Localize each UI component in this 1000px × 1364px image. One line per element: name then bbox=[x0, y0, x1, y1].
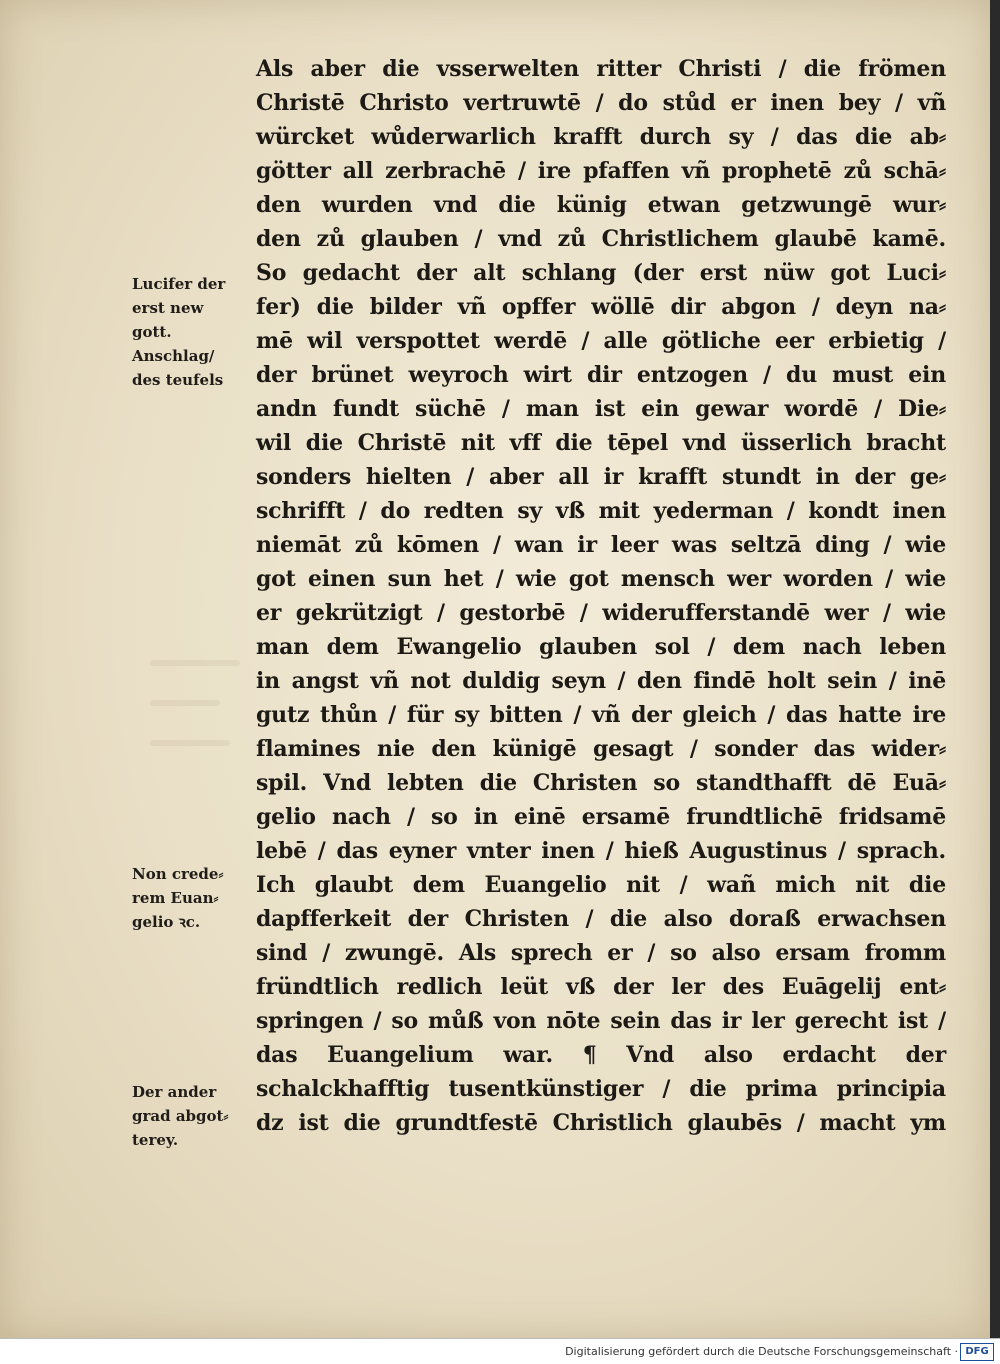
margin-note-non-crederem bbox=[132, 862, 223, 934]
margin-note-line: des teufels bbox=[132, 371, 224, 389]
text-line: dz ist die grundtfestē Christlich glaubēs / macht ym bbox=[256, 1110, 946, 1136]
text-line: fer) die bilder vñ opffer wöllē dir abgon / deyn na⸗ bbox=[256, 294, 946, 320]
text-line: er gekrützigt / gestorbē / widerufferstandē wer / wie bbox=[256, 600, 946, 626]
text-line: gutz thůn / für sy bitten / vñ der gleich / das hatte ire bbox=[256, 702, 946, 728]
text-line: sind / zwungē. Als sprech er / so also ersam fromm bbox=[256, 940, 946, 966]
text-line: den zů glauben / vnd zů Christlichem glaubē kamē. bbox=[256, 226, 946, 252]
text-line: Als aber die vsserwelten ritter Christi / die frömen bbox=[256, 56, 946, 82]
text-line: wil die Christē nit vff die tēpel vnd üsserlich bracht bbox=[256, 430, 946, 456]
margin-note-line: Non crede⸗ bbox=[132, 865, 224, 883]
text-line: würcket wůderwarlich krafft durch sy / das die ab⸗ bbox=[256, 124, 946, 150]
text-line: Christē Christo vertruwtē / do stůd er inen bey / vñ bbox=[256, 90, 946, 116]
text-line: Ich glaubt dem Euangelio nit / wañ mich nit die bbox=[256, 872, 946, 898]
funding-credit: Digitalisierung gefördert durch die Deutsche Forschungsgemeinschaft · bbox=[565, 1345, 958, 1358]
text-line: der brünet weyroch wirt dir entzogen / du must ein bbox=[256, 362, 946, 388]
dfg-logo-icon: DFG bbox=[960, 1343, 994, 1361]
text-line: gelio nach / so in einē ersamē frundtlichē fridsamē bbox=[256, 804, 946, 830]
text-line: den wurden vnd die künig etwan getzwungē wur⸗ bbox=[256, 192, 946, 218]
margin-note-line: gott. bbox=[132, 323, 172, 341]
margin-note-line: rem Euan⸗ bbox=[132, 889, 219, 907]
text-line: dapfferkeit der Christen / die also doraß erwachsen bbox=[256, 906, 946, 932]
margin-note-line: gelio ꝛc. bbox=[132, 913, 201, 931]
text-line: götter all zerbrachē / ire pfaffen vñ prophetē zů schā⸗ bbox=[256, 158, 946, 184]
margin-note-line: Anschlag/ bbox=[132, 347, 215, 365]
text-line: das Euangelium war. ¶ Vnd also erdacht der bbox=[256, 1042, 946, 1068]
scan-border bbox=[990, 0, 1000, 1338]
margin-note-line: Der ander bbox=[132, 1083, 217, 1101]
margin-note-line: grad abgot⸗ bbox=[132, 1107, 229, 1125]
text-line: fründtlich redlich leüt vß der ler des Euāgelij ent⸗ bbox=[256, 974, 946, 1000]
text-line: schalckhafftig tusentkünstiger / die prima principia bbox=[256, 1076, 946, 1102]
margin-note-line: terey. bbox=[132, 1131, 179, 1149]
bleed-through-mark bbox=[150, 700, 220, 706]
text-line: man dem Ewangelio glauben sol / dem nach leben bbox=[256, 634, 946, 660]
text-line: lebē / das eyner vnter inen / hieß Augustinus / sprach. bbox=[256, 838, 946, 864]
margin-note-lucifer bbox=[132, 272, 225, 392]
text-line: springen / so můß von nōte sein das ir ler gerecht ist / bbox=[256, 1008, 946, 1034]
text-line: mē wil verspottet werdē / alle götliche eer erbietig / bbox=[256, 328, 946, 354]
text-line: spil. Vnd lebten die Christen so standthafft dē Euā⸗ bbox=[256, 770, 946, 796]
text-line: flamines nie den künigē gesagt / sonder das wider⸗ bbox=[256, 736, 946, 762]
text-line: sonders hielten / aber all ir krafft stundt in der ge⸗ bbox=[256, 464, 946, 490]
text-line: andn fundt süchē / man ist ein gewar wordē / Die⸗ bbox=[256, 396, 946, 422]
text-line: So gedacht der alt schlang (der erst nüw got Luci⸗ bbox=[256, 260, 946, 286]
text-line: got einen sun het / wie got mensch wer worden / wie bbox=[256, 566, 946, 592]
bleed-through-mark bbox=[150, 740, 230, 746]
main-text-block bbox=[256, 52, 946, 1140]
bleed-through-mark bbox=[150, 660, 240, 666]
margin-note-line: erst new bbox=[132, 299, 204, 317]
margin-note-line: Lucifer der bbox=[132, 275, 226, 293]
text-line: schrifft / do redten sy vß mit yederman / kondt inen bbox=[256, 498, 946, 524]
margin-note-der-ander-grad bbox=[132, 1080, 228, 1152]
text-line: niemāt zů kōmen / wan ir leer was seltzā ding / wie bbox=[256, 532, 946, 558]
text-line: in angst vñ not duldig seyn / den findē holt sein / inē bbox=[256, 668, 946, 694]
